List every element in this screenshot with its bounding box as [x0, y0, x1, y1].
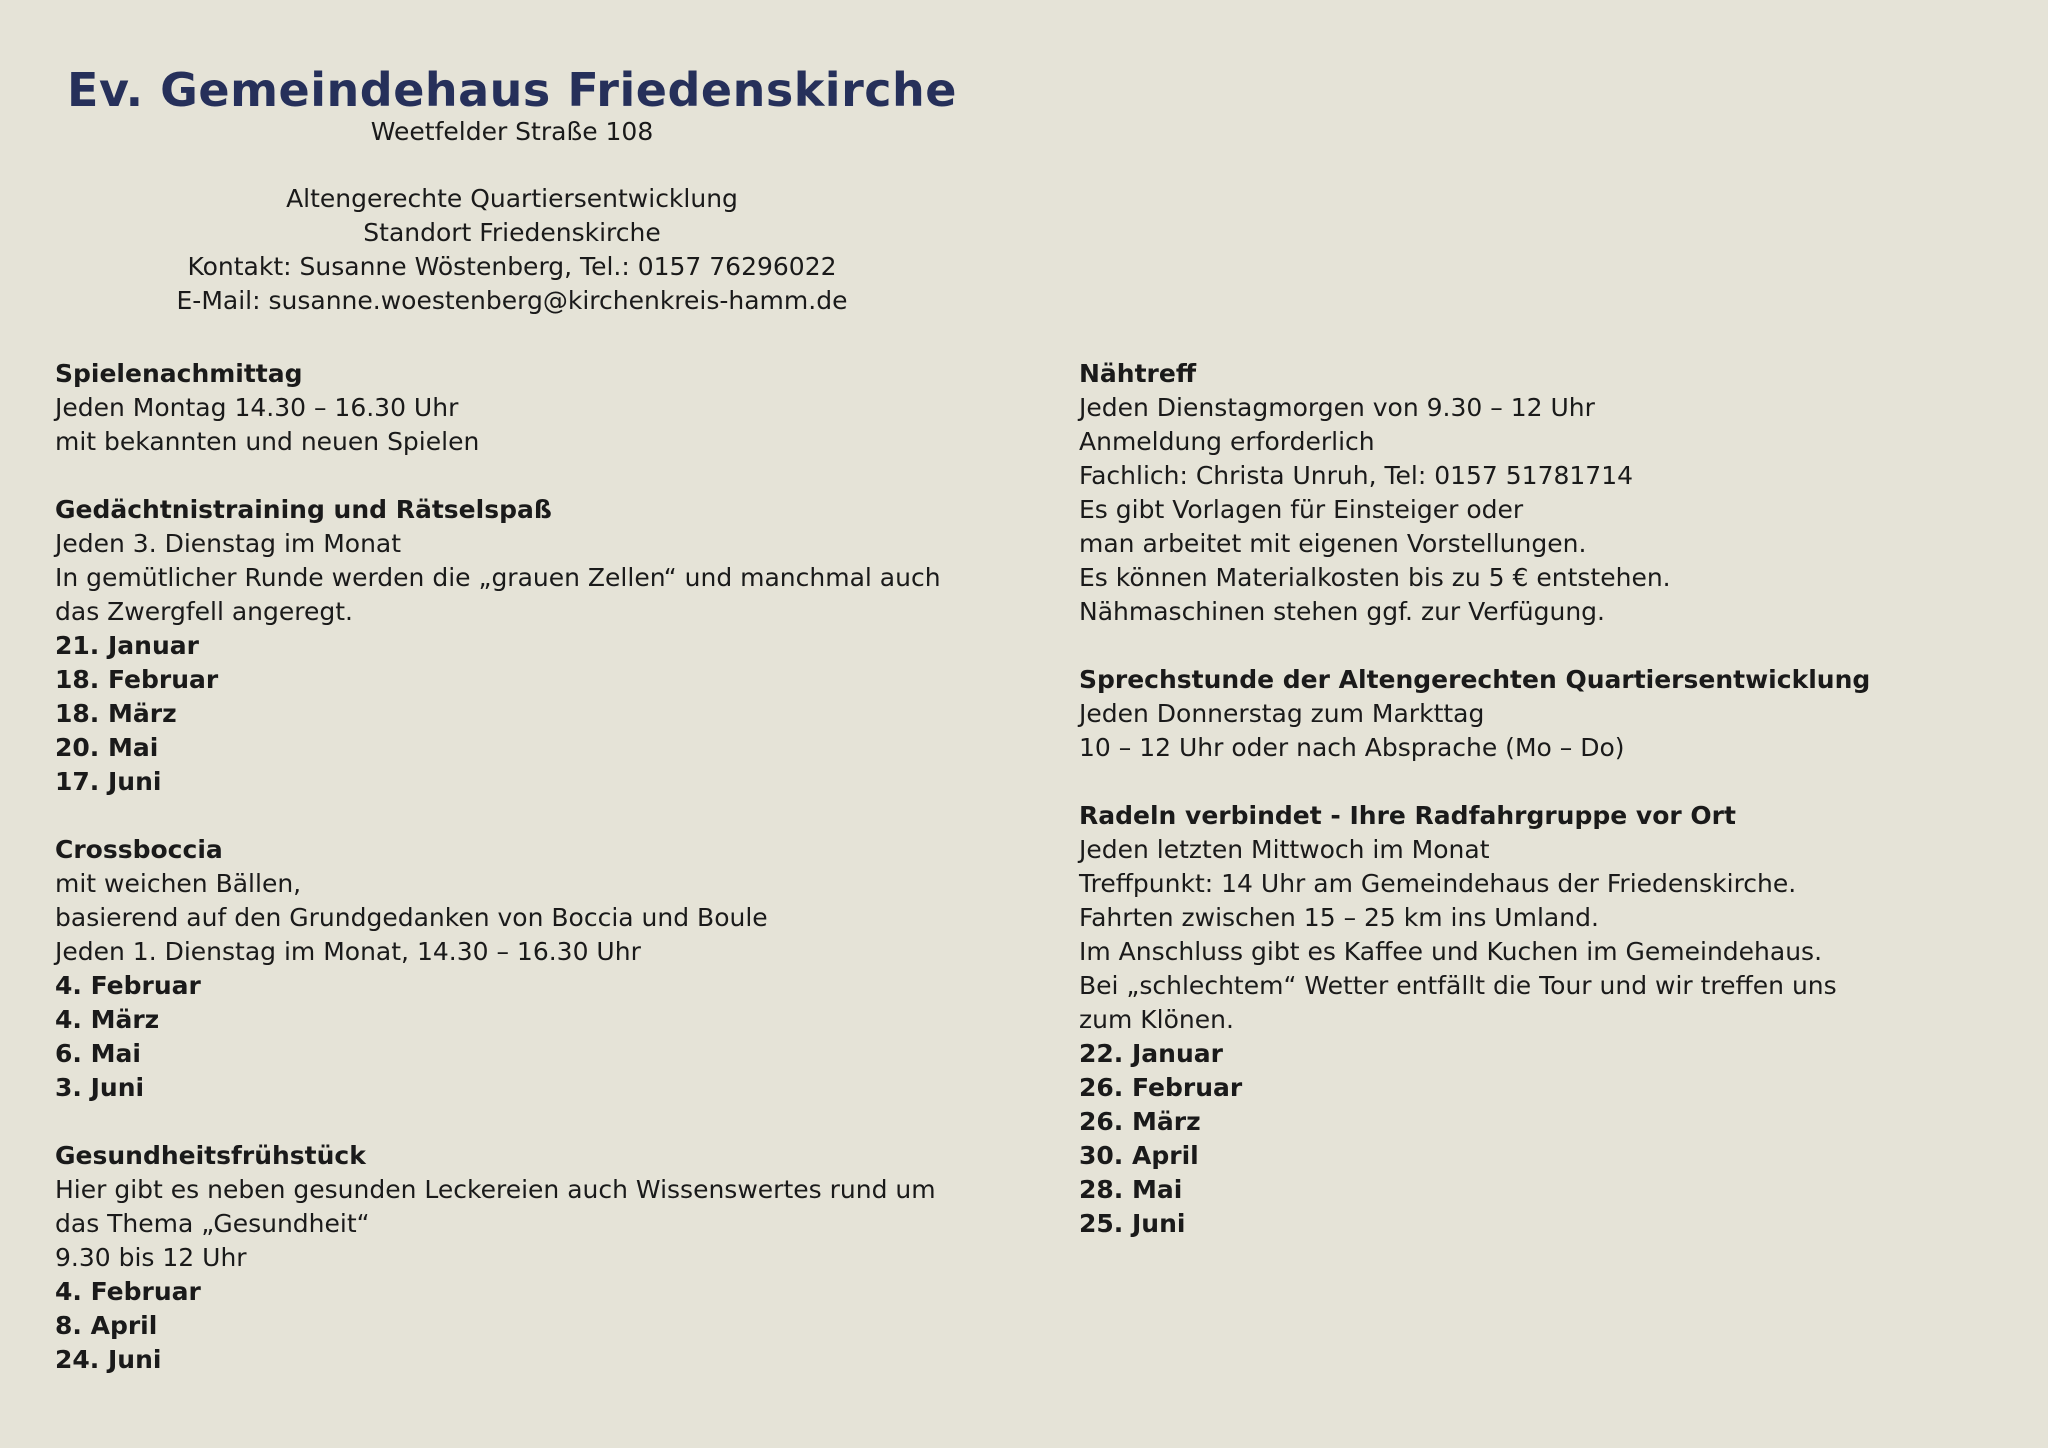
- section-crossboccia: [55, 833, 1015, 1105]
- section-text-line: Jeden letzten Mittwoch im Monat: [1079, 835, 1490, 864]
- section-title: Gedächtnistraining und Rätselspaß: [55, 495, 552, 524]
- event-date: 18. März: [55, 699, 177, 728]
- section-text-line: Bei „schlechtem“ Wetter entfällt die Tour und wir treffen uns: [1079, 971, 1837, 1000]
- event-date: 18. Februar: [55, 665, 219, 694]
- section-text-line: In gemütlicher Runde werden die „grauen Zellen“ und manchmal auch: [55, 563, 941, 592]
- section-text-line: mit bekannten und neuen Spielen: [55, 427, 480, 456]
- contact-block: [0, 182, 1024, 318]
- contact-line: Standort Friedenskirche: [363, 218, 661, 247]
- event-date: 6. Mai: [55, 1039, 141, 1068]
- page-title: Ev. Gemeindehaus Friedenskirche: [67, 63, 957, 117]
- section-text-line: Es können Materialkosten bis zu 5 € entstehen.: [1079, 563, 1671, 592]
- right-column: [1079, 357, 2019, 1275]
- section-text-line: Fachlich: Christa Unruh, Tel: 0157 51781714: [1079, 461, 1634, 490]
- section-text-line: Jeden 1. Dienstag im Monat, 14.30 – 16.30 Uhr: [55, 937, 641, 966]
- event-date: 4. Februar: [55, 1277, 201, 1306]
- event-date: 25. Juni: [1079, 1209, 1186, 1238]
- event-date: 26. März: [1079, 1107, 1201, 1136]
- section-text-line: 10 – 12 Uhr oder nach Absprache (Mo – Do): [1079, 733, 1625, 762]
- address: Weetfelder Straße 108: [370, 117, 654, 146]
- header: [0, 62, 1024, 318]
- section-text-line: Fahrten zwischen 15 – 25 km ins Umland.: [1079, 903, 1599, 932]
- contact-line: Altengerechte Quartiersentwicklung: [286, 184, 738, 213]
- section-text-line: mit weichen Bällen,: [55, 869, 302, 898]
- section-text-line: Jeden Donnerstag zum Markttag: [1079, 699, 1485, 728]
- section-title: Radeln verbindet - Ihre Radfahrgruppe vor Ort: [1079, 801, 1736, 830]
- section-text-line: zum Klönen.: [1079, 1005, 1234, 1034]
- section-gedachtnistraining-und-ratselspass: [55, 493, 1015, 799]
- section-nahtreff: [1079, 357, 2019, 629]
- section-sprechstunde-der-altengerechten-quartiersentwicklung: [1079, 663, 2019, 765]
- section-text-line: Jeden Dienstagmorgen von 9.30 – 12 Uhr: [1079, 393, 1595, 422]
- section-text-line: Nähmaschinen stehen ggf. zur Verfügung.: [1079, 597, 1605, 626]
- contact-line: E-Mail: susanne.woestenberg@kirchenkreis-hamm.de: [176, 286, 848, 315]
- event-date: 3. Juni: [55, 1073, 145, 1102]
- contact-line: Kontakt: Susanne Wöstenberg, Tel.: 0157 76296022: [187, 252, 837, 281]
- event-date: 24. Juni: [55, 1345, 162, 1374]
- event-date: 20. Mai: [55, 733, 159, 762]
- section-title: Sprechstunde der Altengerechten Quartiersentwicklung: [1079, 665, 1871, 694]
- left-column: [55, 357, 1015, 1411]
- event-date: 30. April: [1079, 1141, 1199, 1170]
- section-text-line: Hier gibt es neben gesunden Leckereien auch Wissenswertes rund um: [55, 1175, 936, 1204]
- section-text-line: Jeden 3. Dienstag im Monat: [55, 529, 402, 558]
- section-title: Nähtreff: [1079, 359, 1197, 388]
- section-title: Spielenachmittag: [55, 359, 303, 388]
- event-date: 17. Juni: [55, 767, 162, 796]
- section-text-line: basierend auf den Grundgedanken von Boccia und Boule: [55, 903, 768, 932]
- event-date: 4. Februar: [55, 971, 201, 1000]
- section-spielenachmittag: [55, 357, 1015, 459]
- event-date: 22. Januar: [1079, 1039, 1223, 1068]
- section-text-line: Jeden Montag 14.30 – 16.30 Uhr: [55, 393, 459, 422]
- section-text-line: Es gibt Vorlagen für Einsteiger oder: [1079, 495, 1524, 524]
- event-date: 26. Februar: [1079, 1073, 1243, 1102]
- section-text-line: das Zwergfell angeregt.: [55, 597, 353, 626]
- section-text-line: Anmeldung erforderlich: [1079, 427, 1375, 456]
- event-date: 8. April: [55, 1311, 158, 1340]
- section-text-line: Treffpunkt: 14 Uhr am Gemeindehaus der Friedenskirche.: [1079, 869, 1797, 898]
- section-text-line: man arbeitet mit eigenen Vorstellungen.: [1079, 529, 1587, 558]
- section-gesundheitsfruhstuck: [55, 1139, 1015, 1377]
- section-text-line: Im Anschluss gibt es Kaffee und Kuchen im Gemeindehaus.: [1079, 937, 1823, 966]
- section-text-line: das Thema „Gesundheit“: [55, 1209, 370, 1238]
- event-date: 4. März: [55, 1005, 160, 1034]
- event-date: 28. Mai: [1079, 1175, 1183, 1204]
- section-radeln-verbindet-ihre-radfahrgruppe-vor-ort: [1079, 799, 2019, 1241]
- section-title: Gesundheitsfrühstück: [55, 1141, 366, 1170]
- event-date: 21. Januar: [55, 631, 199, 660]
- section-title: Crossboccia: [55, 835, 223, 864]
- section-text-line: 9.30 bis 12 Uhr: [55, 1243, 247, 1272]
